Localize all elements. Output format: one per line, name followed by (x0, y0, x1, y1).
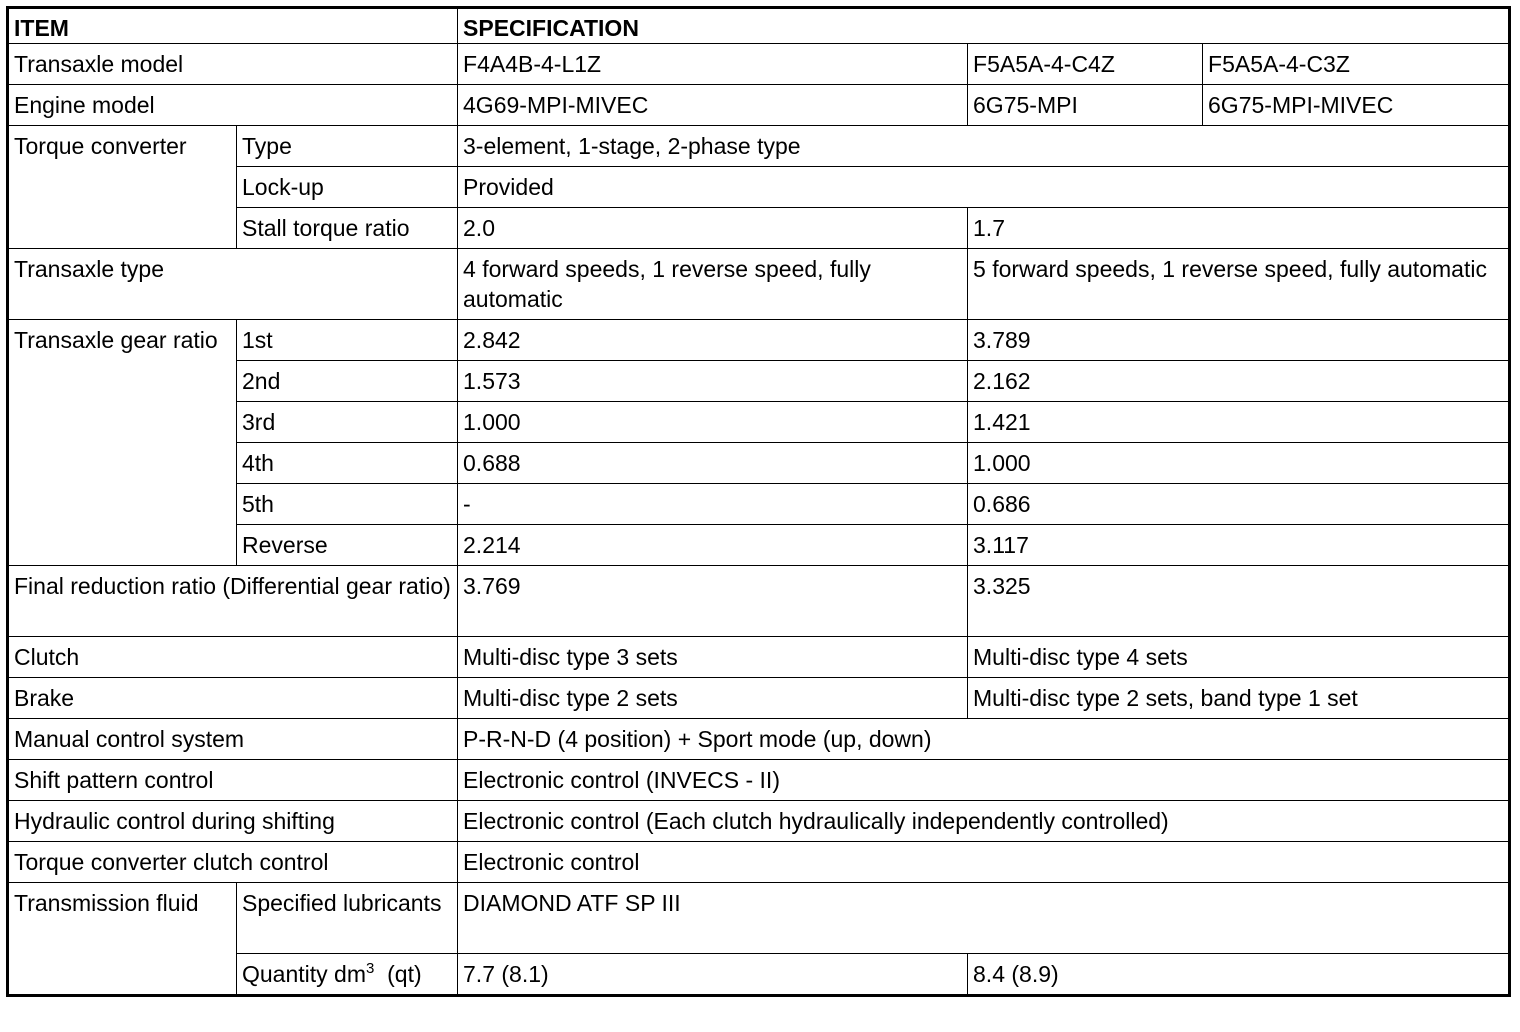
gear-ratio-label: Transaxle gear ratio (8, 320, 237, 566)
table-row (8, 44, 1510, 85)
gear-ratio-b: 0.686 (968, 484, 1510, 525)
gear-ratio-a: 0.688 (458, 443, 968, 484)
torque-converter-label: Torque converter (8, 126, 237, 249)
tcc-control-label: Torque converter clutch control (8, 842, 458, 883)
header-item: ITEM (8, 8, 458, 44)
table-row (8, 249, 1510, 320)
stall-torque-value-2: 1.7 (968, 208, 1510, 249)
lockup-value: Provided (458, 167, 1510, 208)
specification-table (6, 6, 1511, 997)
gear-name: 4th (237, 443, 458, 484)
clutch-label: Clutch (8, 637, 458, 678)
gear-ratio-a: - (458, 484, 968, 525)
stall-torque-value-1: 2.0 (458, 208, 968, 249)
table-row (8, 678, 1510, 719)
gear-ratio-a: 2.842 (458, 320, 968, 361)
header-specification: SPECIFICATION (458, 8, 1510, 44)
quantity-label (237, 954, 458, 996)
quantity-superscript: 3 (366, 960, 375, 977)
brake-value-1: Multi-disc type 2 sets (458, 678, 968, 719)
table-header-row (8, 8, 1510, 44)
hydraulic-control-value: Electronic control (Each clutch hydraulically independently controlled) (458, 801, 1510, 842)
manual-control-label: Manual control system (8, 719, 458, 760)
engine-model-value-2: 6G75-MPI (968, 85, 1203, 126)
quantity-value-2: 8.4 (8.9) (968, 954, 1510, 996)
table-row (8, 566, 1510, 637)
table-row (8, 883, 1510, 954)
transaxle-model-label: Transaxle model (8, 44, 458, 85)
gear-ratio-b: 1.000 (968, 443, 1510, 484)
transaxle-model-value-2: F5A5A-4-C4Z (968, 44, 1203, 85)
lubricant-label: Specified lubricants (237, 883, 458, 954)
shift-pattern-value: Electronic control (INVECS - II) (458, 760, 1510, 801)
stall-torque-label: Stall torque ratio (237, 208, 458, 249)
final-reduction-value-1: 3.769 (458, 566, 968, 637)
final-reduction-value-2: 3.325 (968, 566, 1510, 637)
gear-ratio-b: 1.421 (968, 402, 1510, 443)
engine-model-label: Engine model (8, 85, 458, 126)
engine-model-value-3: 6G75-MPI-MIVEC (1203, 85, 1510, 126)
transmission-fluid-label: Transmission fluid (8, 883, 237, 996)
transaxle-type-value-1: 4 forward speeds, 1 reverse speed, fully automatic (458, 249, 968, 320)
brake-label: Brake (8, 678, 458, 719)
gear-name: Reverse (237, 525, 458, 566)
brake-value-2: Multi-disc type 2 sets, band type 1 set (968, 678, 1510, 719)
table-row (8, 719, 1510, 760)
quantity-unit: (qt) (387, 961, 422, 987)
clutch-value-2: Multi-disc type 4 sets (968, 637, 1510, 678)
gear-name: 1st (237, 320, 458, 361)
gear-name: 3rd (237, 402, 458, 443)
gear-name: 5th (237, 484, 458, 525)
hydraulic-control-label: Hydraulic control during shifting (8, 801, 458, 842)
gear-ratio-b: 3.789 (968, 320, 1510, 361)
gear-ratio-b: 2.162 (968, 361, 1510, 402)
gear-ratio-a: 1.573 (458, 361, 968, 402)
lockup-label: Lock-up (237, 167, 458, 208)
engine-model-value-1: 4G69-MPI-MIVEC (458, 85, 968, 126)
transaxle-type-value-2: 5 forward speeds, 1 reverse speed, fully automatic (968, 249, 1510, 320)
table-row (8, 126, 1510, 167)
tcc-control-value: Electronic control (458, 842, 1510, 883)
manual-control-value: P-R-N-D (4 position) + Sport mode (up, down) (458, 719, 1510, 760)
transaxle-model-value-1: F4A4B-4-L1Z (458, 44, 968, 85)
final-reduction-label: Final reduction ratio (Differential gear ratio) (8, 566, 458, 637)
gear-ratio-a: 1.000 (458, 402, 968, 443)
quantity-label-text: Quantity dm (242, 961, 366, 987)
shift-pattern-label: Shift pattern control (8, 760, 458, 801)
table-row (8, 801, 1510, 842)
table-row (8, 85, 1510, 126)
transaxle-model-value-3: F5A5A-4-C3Z (1203, 44, 1510, 85)
torque-converter-type-value: 3-element, 1-stage, 2-phase type (458, 126, 1510, 167)
quantity-value-1: 7.7 (8.1) (458, 954, 968, 996)
torque-converter-type-label: Type (237, 126, 458, 167)
gear-ratio-a: 2.214 (458, 525, 968, 566)
table-row (8, 760, 1510, 801)
transaxle-type-label: Transaxle type (8, 249, 458, 320)
table-row (8, 320, 1510, 361)
table-row (8, 637, 1510, 678)
gear-ratio-b: 3.117 (968, 525, 1510, 566)
clutch-value-1: Multi-disc type 3 sets (458, 637, 968, 678)
gear-name: 2nd (237, 361, 458, 402)
table-row (8, 842, 1510, 883)
lubricant-value: DIAMOND ATF SP III (458, 883, 1510, 954)
